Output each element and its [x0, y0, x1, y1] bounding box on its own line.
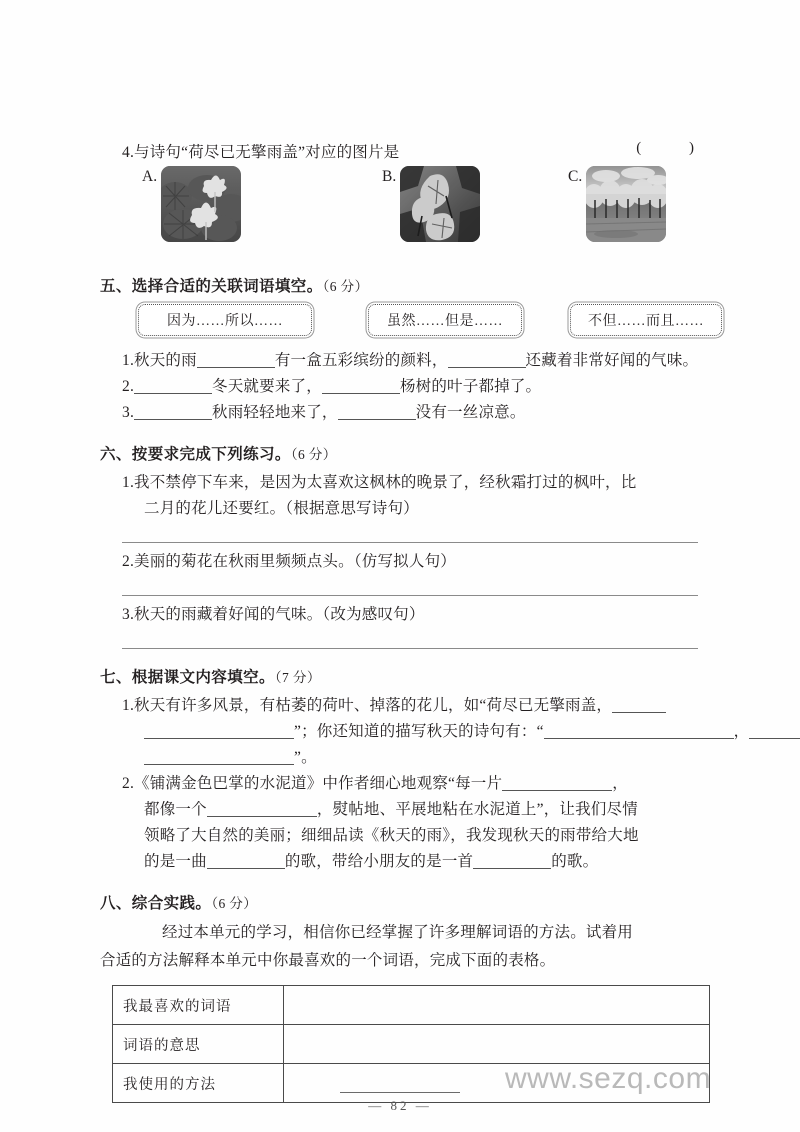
- fill-blank[interactable]: [473, 851, 551, 869]
- section-8-title: 八、综合实践。: [100, 895, 212, 912]
- fill-blank[interactable]: [612, 695, 666, 713]
- item-number: 1.: [122, 352, 135, 369]
- item-text: ，: [733, 723, 750, 740]
- question-4-text: 4.与诗句“荷尽已无擎雨盖”对应的图片是: [122, 144, 400, 161]
- item-text: 领略了大自然的美丽；细细品读《秋天的雨》，我发现秋天的雨带给大地: [144, 827, 639, 844]
- table-row-label: 我使用的方法: [113, 1064, 284, 1103]
- item-text: 我不禁停下车来，是因为太喜欢这枫林的晚景了，经秋霜打过的枫叶，比: [134, 474, 637, 491]
- fill-blank[interactable]: [144, 747, 294, 765]
- section-8-paragraph-line-2: 合适的方法解释本单元中你最喜欢的一个词语，完成下面的表格。: [100, 952, 556, 969]
- page-number: — 82 —: [368, 1098, 432, 1113]
- section-7-item-1-line-3: [144, 745, 720, 771]
- vocabulary-table: [112, 985, 710, 1103]
- table-row-value[interactable]: [284, 1025, 710, 1064]
- table-row-value[interactable]: [284, 986, 710, 1025]
- fill-blank[interactable]: [544, 721, 734, 739]
- item-text: 都像一个: [144, 801, 207, 818]
- word-box-0[interactable]: 因为……所以……: [138, 304, 312, 336]
- question-4: [100, 140, 720, 162]
- fill-blank[interactable]: [322, 376, 400, 394]
- answer-rule-line[interactable]: [122, 542, 698, 543]
- section-5-word-bank: [100, 304, 720, 344]
- section-7-item-2-line-1: [122, 771, 720, 797]
- item-part-2: 有一盒五彩缤纷的颜料，: [274, 352, 448, 369]
- withered-lotus-leaves-photo-icon: [400, 166, 480, 242]
- choice-c-label: C.: [568, 168, 583, 185]
- autumn-woods-field-photo-icon: [586, 166, 666, 242]
- section-5-item-1: [122, 348, 720, 374]
- item-part-3: 杨树的叶子都掉了。: [399, 378, 542, 395]
- item-number: 2.: [122, 553, 135, 570]
- section-6-item-2: [122, 549, 720, 575]
- item-part-2: 秋雨轻轻地来了，: [212, 404, 338, 421]
- site-watermark: www.sezq.com: [505, 1062, 712, 1095]
- table-row: [113, 986, 710, 1025]
- item-text: 的是一曲: [144, 853, 207, 870]
- table-row: [113, 1064, 710, 1103]
- answer-rule-line[interactable]: [122, 595, 698, 596]
- choice-c[interactable]: [568, 166, 666, 242]
- section-8-points: （6 分）: [211, 896, 258, 911]
- section-6-item-1-line-1: [122, 470, 720, 496]
- table-row-label: 我最喜欢的词语: [113, 986, 284, 1025]
- item-text: 的歌。: [551, 853, 599, 870]
- fill-blank[interactable]: [134, 376, 212, 394]
- section-6-points: （6 分）: [290, 447, 337, 462]
- item-part-3: 还藏着非常好闻的气味。: [525, 352, 699, 369]
- item-text: 秋天有许多风景，有枯萎的荷叶、掉落的花儿，如“荷尽已无擎雨盖，: [134, 697, 613, 714]
- item-part-1: 秋天的雨: [134, 352, 197, 369]
- section-7-item-2-line-3: [144, 823, 720, 849]
- item-text: ”。: [294, 749, 317, 766]
- item-text: 《铺满金色巴掌的水泥道》中作者细心地观察“每一片: [134, 775, 503, 792]
- section-7-item-1-line-2: [144, 719, 750, 745]
- question-4-choices: [100, 166, 720, 258]
- choice-b[interactable]: [382, 166, 480, 242]
- choice-a-label: A.: [142, 168, 158, 185]
- fill-blank[interactable]: [338, 402, 416, 420]
- section-8-heading: [100, 891, 720, 913]
- section-5-heading: [100, 274, 720, 296]
- section-6-heading: [100, 442, 720, 464]
- item-text: 秋天的雨藏着好闻的气味。（改为感叹句）: [134, 606, 425, 623]
- section-5-item-3: [122, 400, 720, 426]
- table-row-label: 词语的意思: [113, 1025, 284, 1064]
- fill-blank[interactable]: [502, 773, 612, 791]
- choice-a[interactable]: [142, 166, 241, 242]
- item-number: 2.: [122, 775, 135, 792]
- fill-blank[interactable]: [749, 721, 800, 739]
- item-number: 2.: [122, 378, 135, 395]
- section-7-title: 七、根据课文内容填空。: [100, 669, 275, 686]
- section-6-item-1-line-2: [144, 496, 720, 522]
- fill-blank[interactable]: [448, 350, 526, 368]
- table-row: [113, 1025, 710, 1064]
- item-number: 3.: [122, 606, 135, 623]
- page-content: [100, 140, 750, 1103]
- section-8-paragraph-line-1: 经过本单元的学习，相信你已经掌握了许多理解词语的方法。试着用: [162, 924, 634, 941]
- item-text: ，熨帖地、平展地粘在水泥道上”，让我们尽情: [316, 801, 638, 818]
- item-text: ”；你还知道的描写秋天的诗句有：“: [294, 723, 544, 740]
- item-number: 1.: [122, 474, 135, 491]
- section-7-item-1-line-1: [122, 693, 720, 719]
- fill-blank[interactable]: [197, 350, 275, 368]
- section-6-title: 六、按要求完成下列练习。: [100, 446, 291, 463]
- choice-b-label: B.: [382, 168, 397, 185]
- item-text: 的歌，带给小朋友的是一首: [284, 853, 474, 870]
- item-text: 二月的花儿还要红。（根据意思写诗句）: [144, 500, 419, 517]
- item-number: 1.: [122, 697, 135, 714]
- table-row-value[interactable]: [284, 1064, 710, 1103]
- fill-blank[interactable]: [134, 402, 212, 420]
- section-7-heading: [100, 665, 720, 687]
- fill-blank[interactable]: [207, 851, 285, 869]
- item-text: ，: [612, 775, 628, 792]
- answer-rule-line[interactable]: [122, 648, 698, 649]
- word-box-2[interactable]: 不但……而且……: [570, 304, 722, 336]
- section-7-points: （7 分）: [274, 670, 321, 685]
- section-7-item-2-line-4: [144, 849, 720, 875]
- section-5-title: 五、选择合适的关联词语填空。: [100, 278, 323, 295]
- section-8-paragraph: [100, 919, 720, 975]
- item-part-3: 没有一丝凉意。: [415, 404, 526, 421]
- section-5-item-2: [122, 374, 720, 400]
- lotus-flowers-photo-icon: [161, 166, 241, 242]
- section-6-item-3: [122, 602, 720, 628]
- section-7-item-2-line-2: [144, 797, 720, 823]
- item-part-2: 冬天就要来了，: [212, 378, 322, 395]
- section-5-points: （6 分）: [322, 279, 369, 294]
- fill-blank[interactable]: [144, 721, 294, 739]
- item-text: 美丽的菊花在秋雨里频频点头。（仿写拟人句）: [134, 553, 456, 570]
- footer-divider: [340, 1092, 460, 1093]
- item-number: 3.: [122, 404, 135, 421]
- fill-blank[interactable]: [207, 799, 317, 817]
- question-4-answer-parens: ( ): [636, 140, 716, 156]
- word-box-1[interactable]: 虽然……但是……: [368, 304, 522, 336]
